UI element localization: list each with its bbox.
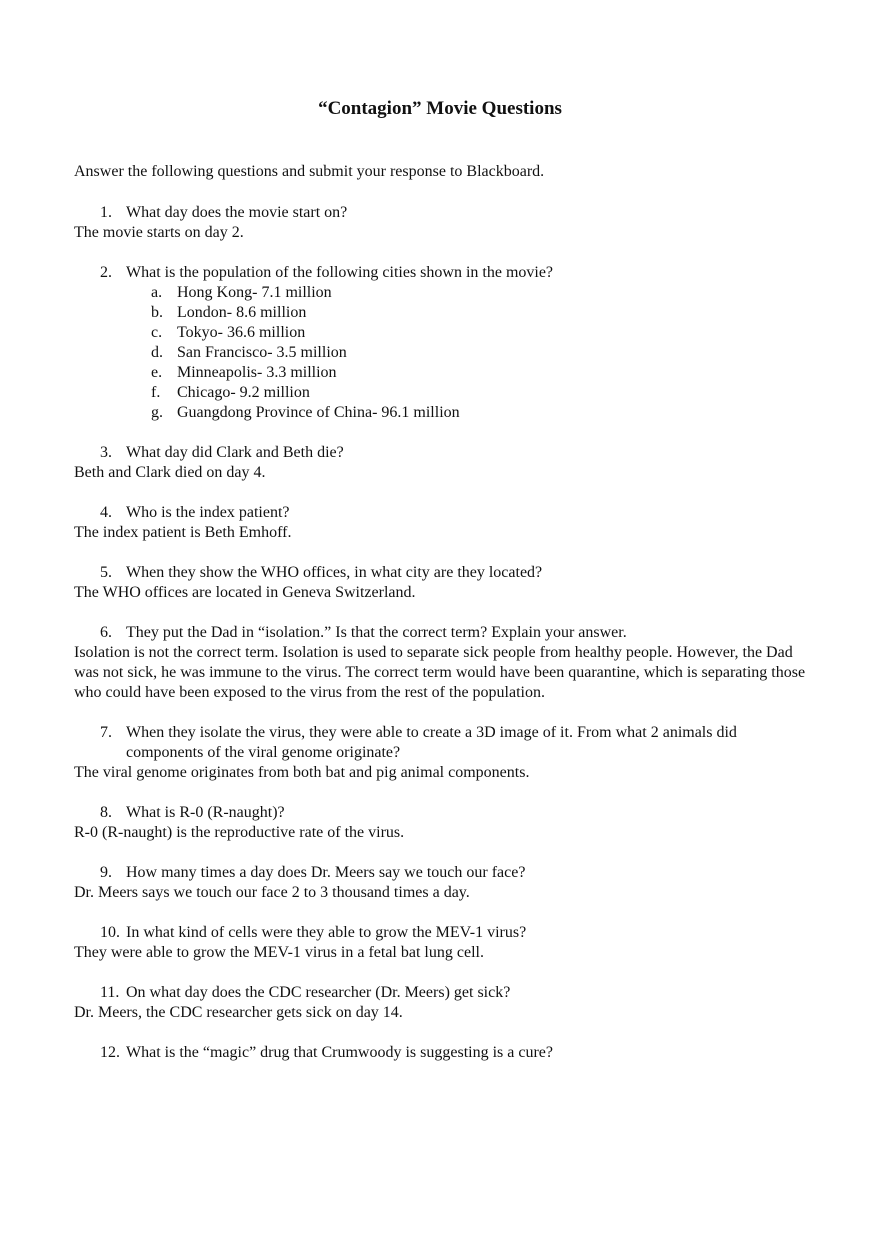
answer-text: The index patient is Beth Emhoff. bbox=[74, 524, 292, 541]
question-number: 3. bbox=[100, 444, 112, 461]
question-block-4 bbox=[74, 503, 814, 543]
list-item bbox=[74, 383, 814, 403]
list-letter: a. bbox=[151, 284, 163, 301]
list-item bbox=[74, 363, 814, 383]
list-item-text: Minneapolis- 3.3 million bbox=[177, 364, 337, 381]
question-number: 8. bbox=[100, 804, 112, 821]
question-block-9 bbox=[74, 863, 814, 903]
list-letter: b. bbox=[151, 304, 163, 321]
answer-text: The WHO offices are located in Geneva Switzerland. bbox=[74, 584, 416, 601]
question-text: What is the population of the following cities shown in the movie? bbox=[126, 264, 554, 281]
question-text: What is R-0 (R-naught)? bbox=[126, 804, 285, 821]
question-text: When they show the WHO offices, in what city are they located? bbox=[126, 564, 543, 581]
question-number: 10. bbox=[100, 924, 120, 941]
list-item-text: Guangdong Province of China- 96.1 million bbox=[177, 404, 460, 421]
answer-text: They were able to grow the MEV-1 virus in a fetal bat lung cell. bbox=[74, 944, 484, 961]
question bbox=[74, 983, 814, 1003]
list-item bbox=[74, 343, 814, 363]
list-item bbox=[74, 403, 814, 423]
question-block-12 bbox=[74, 1043, 814, 1063]
question-text: How many times a day does Dr. Meers say we touch our face? bbox=[126, 864, 526, 881]
question bbox=[74, 1043, 814, 1063]
question-block-11 bbox=[74, 983, 814, 1023]
question-text: When they isolate the virus, they were able to create a 3D image of it. From what 2 animals did components of the viral genome originate? bbox=[126, 724, 737, 761]
question-block-3 bbox=[74, 443, 814, 483]
question-number: 7. bbox=[100, 724, 112, 741]
question-text: Who is the index patient? bbox=[126, 504, 290, 521]
question-number: 12. bbox=[100, 1044, 120, 1061]
answer-text: The viral genome originates from both bat and pig animal components. bbox=[74, 764, 530, 781]
question bbox=[74, 803, 814, 823]
question bbox=[74, 563, 814, 583]
question-block-7 bbox=[74, 723, 814, 783]
answer-text: The movie starts on day 2. bbox=[74, 224, 244, 241]
list-item-text: San Francisco- 3.5 million bbox=[177, 344, 347, 361]
question bbox=[74, 923, 814, 943]
list-item-text: Chicago- 9.2 million bbox=[177, 384, 310, 401]
question-number: 6. bbox=[100, 624, 112, 641]
list-item-text: London- 8.6 million bbox=[177, 304, 307, 321]
question-block-1 bbox=[74, 203, 814, 243]
question-block-8 bbox=[74, 803, 814, 843]
city-population-list bbox=[74, 283, 814, 423]
answer-text: R-0 (R-naught) is the reproductive rate of the virus. bbox=[74, 824, 405, 841]
question-number: 11. bbox=[100, 984, 120, 1001]
question-number: 5. bbox=[100, 564, 112, 581]
question-text: They put the Dad in “isolation.” Is that the correct term? Explain your answer. bbox=[126, 624, 627, 641]
list-item bbox=[74, 323, 814, 343]
question bbox=[74, 443, 814, 463]
instructions: Answer the following questions and submit your response to Blackboard. bbox=[74, 163, 545, 180]
question bbox=[74, 863, 814, 883]
question-number: 1. bbox=[100, 204, 112, 221]
list-letter: e. bbox=[151, 364, 163, 381]
list-item bbox=[74, 283, 814, 303]
question-text: What is the “magic” drug that Crumwoody is suggesting is a cure? bbox=[126, 1044, 554, 1061]
list-item-text: Tokyo- 36.6 million bbox=[177, 324, 306, 341]
answer-text: Dr. Meers says we touch our face 2 to 3 thousand times a day. bbox=[74, 884, 470, 901]
question-text: What day does the movie start on? bbox=[126, 204, 348, 221]
list-letter: d. bbox=[151, 344, 163, 361]
question-block-2 bbox=[74, 263, 814, 423]
question bbox=[74, 203, 814, 223]
list-letter: c. bbox=[151, 324, 163, 341]
list-item bbox=[74, 303, 814, 323]
page-title: “Contagion” Movie Questions bbox=[318, 98, 562, 119]
question-text: In what kind of cells were they able to grow the MEV-1 virus? bbox=[126, 924, 527, 941]
answer-text: Dr. Meers, the CDC researcher gets sick on day 14. bbox=[74, 1004, 403, 1021]
question-block-6 bbox=[74, 623, 814, 703]
question-block-5 bbox=[74, 563, 814, 603]
question-number: 4. bbox=[100, 504, 112, 521]
question-block-10 bbox=[74, 923, 814, 963]
answer-text: Isolation is not the correct term. Isolation is used to separate sick people from healthy people. However, the Dad was not sick, he was immune to the virus. The correct term would have been quarantine, which is separating those who could have been exposed to the virus from the rest of the population. bbox=[74, 644, 806, 701]
question-text: What day did Clark and Beth die? bbox=[126, 444, 344, 461]
list-item-text: Hong Kong- 7.1 million bbox=[177, 284, 332, 301]
list-letter: g. bbox=[151, 404, 163, 421]
question-number: 9. bbox=[100, 864, 112, 881]
question bbox=[74, 263, 814, 283]
question bbox=[74, 623, 814, 643]
question bbox=[74, 723, 814, 763]
question bbox=[74, 503, 814, 523]
question-text: On what day does the CDC researcher (Dr. Meers) get sick? bbox=[126, 984, 511, 1001]
answer-text: Beth and Clark died on day 4. bbox=[74, 464, 266, 481]
list-letter: f. bbox=[151, 384, 161, 401]
question-number: 2. bbox=[100, 264, 112, 281]
question-list bbox=[74, 203, 814, 1083]
